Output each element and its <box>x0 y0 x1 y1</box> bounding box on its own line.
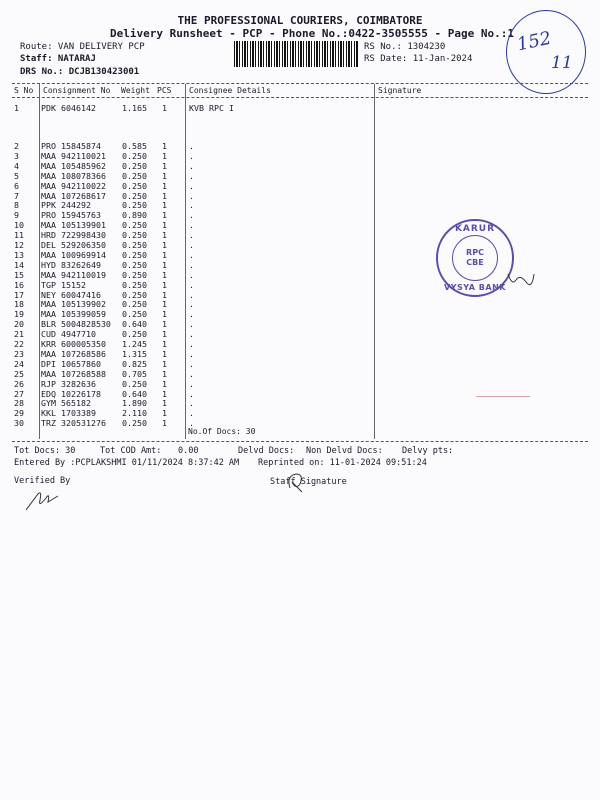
tot-docs: Tot Docs: 30 <box>14 446 76 456</box>
row-sno: 22 <box>14 339 24 349</box>
row-consignment: EDQ 10226178 <box>41 388 101 399</box>
stamp-line2: CBE <box>466 258 484 267</box>
row-details: . <box>189 289 194 300</box>
row-sno: 15 <box>14 269 24 280</box>
row-sno: 26 <box>14 378 24 389</box>
table-top-rule <box>12 83 588 84</box>
row-weight: 0.250 <box>122 378 147 389</box>
row-consignment: DPI 10657860 <box>41 358 101 369</box>
row-sno: 10 <box>14 220 24 231</box>
row-weight: 1.165 <box>122 103 147 113</box>
row-consignment: MAA 105139901 <box>41 220 106 231</box>
staff-signature: Staff Signature <box>270 477 347 487</box>
bank-stamp <box>436 219 514 297</box>
row-sno: 8 <box>14 200 19 211</box>
row-consignment: MAA 105399059 <box>41 309 106 320</box>
row-sno: 17 <box>14 289 24 300</box>
row-consignment: PDK 6046142 <box>41 103 96 113</box>
row-pcs: 1 <box>162 240 167 250</box>
row-pcs: 1 <box>162 279 167 290</box>
column-divider <box>374 84 375 439</box>
handwritten-count: 11 <box>551 53 573 73</box>
signature-scribble <box>506 270 536 290</box>
row-weight: 0.250 <box>122 200 147 211</box>
row-consignment: MAA 942110019 <box>41 269 106 280</box>
row-weight: 0.250 <box>122 289 147 300</box>
row-pcs: 1 <box>162 230 167 241</box>
row-details: . <box>189 150 194 161</box>
row-weight: 1.890 <box>122 398 147 409</box>
row-details: . <box>189 319 194 330</box>
row-sno: 4 <box>14 160 19 171</box>
row-sno: 14 <box>14 259 24 270</box>
row-weight: 0.250 <box>122 230 147 241</box>
row-consignment: PRO 15945763 <box>41 210 101 221</box>
col-header-signature: Signature <box>378 86 422 95</box>
row-details: . <box>189 200 194 211</box>
row-consignment: MAA 942110022 <box>41 180 106 191</box>
row-details: . <box>189 269 194 280</box>
row-sno: 27 <box>14 388 24 399</box>
row-details: . <box>189 210 194 221</box>
row-consignment: TGP 15152 <box>41 279 86 290</box>
row-sno: 12 <box>14 240 24 250</box>
row-pcs: 1 <box>162 358 167 369</box>
row-pcs: 1 <box>162 200 167 211</box>
row-consignment: MAA 107268588 <box>41 368 106 379</box>
row-weight: 0.640 <box>122 388 147 399</box>
row-details: . <box>189 329 194 340</box>
row-sno: 30 <box>14 418 24 429</box>
row-sno: 24 <box>14 358 24 369</box>
verifier-signature <box>24 488 60 514</box>
staff-signature-mark <box>284 470 308 496</box>
row-consignment: TRZ 320531276 <box>41 418 106 429</box>
row-details: . <box>189 398 194 409</box>
row-consignment: CUD 4947710 <box>41 329 96 340</box>
row-sno: 6 <box>14 180 19 191</box>
table-header-rule <box>12 97 588 98</box>
col-header-consignment: Consignment No <box>43 86 111 95</box>
row-sno: 1 <box>14 103 19 113</box>
rs-date: RS Date: 11-Jan-2024 <box>364 54 473 64</box>
row-details: . <box>189 230 194 241</box>
row-pcs: 1 <box>162 299 167 310</box>
red-ink-mark <box>476 396 530 397</box>
row-pcs: 1 <box>162 329 167 340</box>
row-pcs: 1 <box>162 210 167 221</box>
row-weight: 0.250 <box>122 259 147 270</box>
row-sno: 25 <box>14 368 24 379</box>
row-sno: 19 <box>14 309 24 320</box>
row-sno: 3 <box>14 150 19 161</box>
row-weight: 0.250 <box>122 269 147 280</box>
handwritten-number: 152 <box>515 27 554 56</box>
row-weight: 0.825 <box>122 358 147 369</box>
row-consignment: GYM 565182 <box>41 398 91 409</box>
row-sno: 20 <box>14 319 24 330</box>
row-details: . <box>189 249 194 260</box>
row-weight: 0.250 <box>122 160 147 171</box>
row-details: . <box>189 279 194 290</box>
row-details: . <box>189 339 194 349</box>
row-pcs: 1 <box>162 378 167 389</box>
row-pcs: 1 <box>162 388 167 399</box>
row-weight: 0.250 <box>122 249 147 260</box>
row-consignment: MAA 108078366 <box>41 170 106 181</box>
handwritten-circle-note <box>506 10 586 94</box>
row-weight: 0.250 <box>122 329 147 340</box>
row-pcs: 1 <box>162 368 167 379</box>
row-pcs: 1 <box>162 339 167 349</box>
row-details: . <box>189 309 194 320</box>
row-details: . <box>189 299 194 310</box>
row-weight: 0.250 <box>122 418 147 429</box>
row-weight: 0.705 <box>122 368 147 379</box>
row-details: . <box>189 378 194 389</box>
col-header-weight: Weight <box>121 86 150 95</box>
row-weight: 0.250 <box>122 309 147 320</box>
staff-label: Staff: NATARAJ <box>20 54 96 64</box>
row-pcs: 1 <box>162 180 167 191</box>
row-pcs: 1 <box>162 103 167 113</box>
row-sno: 13 <box>14 249 24 260</box>
row-details: . <box>189 358 194 369</box>
barcode <box>234 41 358 67</box>
row-weight: 0.585 <box>122 141 147 151</box>
row-pcs: 1 <box>162 398 167 409</box>
row-details: . <box>189 348 194 359</box>
row-details: . <box>189 141 194 151</box>
row-consignment: HRD 722998430 <box>41 230 106 241</box>
row-sno: 7 <box>14 190 19 201</box>
row-weight: 0.250 <box>122 190 147 201</box>
column-divider <box>39 84 40 439</box>
row-consignment: MAA 107268586 <box>41 348 106 359</box>
row-sno: 11 <box>14 230 24 241</box>
row-weight: 0.250 <box>122 240 147 250</box>
row-weight: 2.110 <box>122 408 147 419</box>
row-details: . <box>189 190 194 201</box>
row-consignment: MAA 107268617 <box>41 190 106 201</box>
row-pcs: 1 <box>162 150 167 161</box>
row-consignment: MAA 105485962 <box>41 160 106 171</box>
row-weight: 1.245 <box>122 339 147 349</box>
row-pcs: 1 <box>162 220 167 231</box>
row-sno: 9 <box>14 210 19 221</box>
row-weight: 0.250 <box>122 180 147 191</box>
row-consignment: HYD 83262649 <box>41 259 101 270</box>
table-bottom-rule <box>12 441 588 442</box>
row-consignment: DEL 529206350 <box>41 240 106 250</box>
row-consignment: KRR 600005350 <box>41 339 106 349</box>
row-sno: 16 <box>14 279 24 290</box>
row-details: . <box>189 368 194 379</box>
row-details: KVB RPC I <box>189 103 234 113</box>
row-details: . <box>189 160 194 171</box>
row-weight: 1.315 <box>122 348 147 359</box>
company-name: THE PROFESSIONAL COURIERS, COIMBATORE <box>177 14 423 27</box>
row-consignment: NEY 60047416 <box>41 289 101 300</box>
row-details: . <box>189 240 194 250</box>
reprinted-on: Reprinted on: 11-01-2024 09:51:24 <box>258 458 427 468</box>
column-divider <box>185 84 186 439</box>
row-weight: 0.640 <box>122 319 147 330</box>
row-details: . <box>189 170 194 181</box>
row-pcs: 1 <box>162 319 167 330</box>
row-pcs: 1 <box>162 190 167 201</box>
verified-by: Verified By <box>14 476 71 486</box>
row-pcs: 1 <box>162 259 167 270</box>
row-weight: 0.890 <box>122 210 147 221</box>
row-pcs: 1 <box>162 309 167 320</box>
col-header-pcs: PCS <box>157 86 172 95</box>
row-pcs: 1 <box>162 170 167 181</box>
entered-by: Entered By :PCPLAKSHMI 01/11/2024 8:37:42 AM <box>14 458 240 468</box>
row-sno: 5 <box>14 170 19 181</box>
col-header-details: Consignee Details <box>189 86 271 95</box>
no-of-docs: No.Of Docs: 30 <box>188 427 256 436</box>
row-details: . <box>189 180 194 191</box>
delvy-pts: Delvy pts: <box>402 446 454 456</box>
row-consignment: MAA 105139902 <box>41 299 106 310</box>
row-consignment: RJP 3282636 <box>41 378 96 389</box>
row-details: . <box>189 388 194 399</box>
row-pcs: 1 <box>162 160 167 171</box>
row-sno: 23 <box>14 348 24 359</box>
drs-number: DRS No.: DCJB130423001 <box>20 67 140 77</box>
row-pcs: 1 <box>162 141 167 151</box>
stamp-line1: RPC <box>466 248 484 257</box>
row-weight: 0.250 <box>122 299 147 310</box>
row-consignment: MAA 942110021 <box>41 150 106 161</box>
row-details: . <box>189 408 194 419</box>
row-pcs: 1 <box>162 249 167 260</box>
row-weight: 0.250 <box>122 279 147 290</box>
row-pcs: 1 <box>162 408 167 419</box>
row-consignment: PRO 15845874 <box>41 141 101 151</box>
row-details: . <box>189 418 194 429</box>
delvd-docs: Delvd Docs: <box>238 446 295 456</box>
row-pcs: 1 <box>162 269 167 280</box>
tot-cod-label: Tot COD Amt: <box>100 446 162 456</box>
row-weight: 0.250 <box>122 220 147 231</box>
row-weight: 0.250 <box>122 150 147 161</box>
row-pcs: 1 <box>162 418 167 429</box>
row-pcs: 1 <box>162 289 167 300</box>
row-consignment: KKL 1703389 <box>41 408 96 419</box>
rs-number: RS No.: 1304230 <box>364 42 446 52</box>
row-details: . <box>189 220 194 231</box>
row-sno: 29 <box>14 408 24 419</box>
route-label: Route: VAN DELIVERY PCP <box>20 42 145 52</box>
stamp-top-text: KARUR <box>454 224 496 234</box>
row-pcs: 1 <box>162 348 167 359</box>
row-details: . <box>189 259 194 270</box>
non-delvd-docs: Non Delvd Docs: <box>306 446 383 456</box>
tot-cod-value: 0.00 <box>178 446 199 456</box>
row-consignment: BLR 5004828530 <box>41 319 111 330</box>
stamp-bottom-text: VYSYA BANK <box>444 283 506 292</box>
col-header-sno: S No <box>14 86 34 95</box>
row-weight: 0.250 <box>122 170 147 181</box>
runsheet-title: Delivery Runsheet - PCP - Phone No.:0422-3505555 - Page No.:1 <box>110 27 514 40</box>
row-consignment: PPK 244292 <box>41 200 91 211</box>
row-sno: 2 <box>14 141 19 151</box>
row-sno: 18 <box>14 299 24 310</box>
row-sno: 21 <box>14 329 24 340</box>
row-consignment: MAA 100969914 <box>41 249 106 260</box>
row-sno: 28 <box>14 398 24 409</box>
